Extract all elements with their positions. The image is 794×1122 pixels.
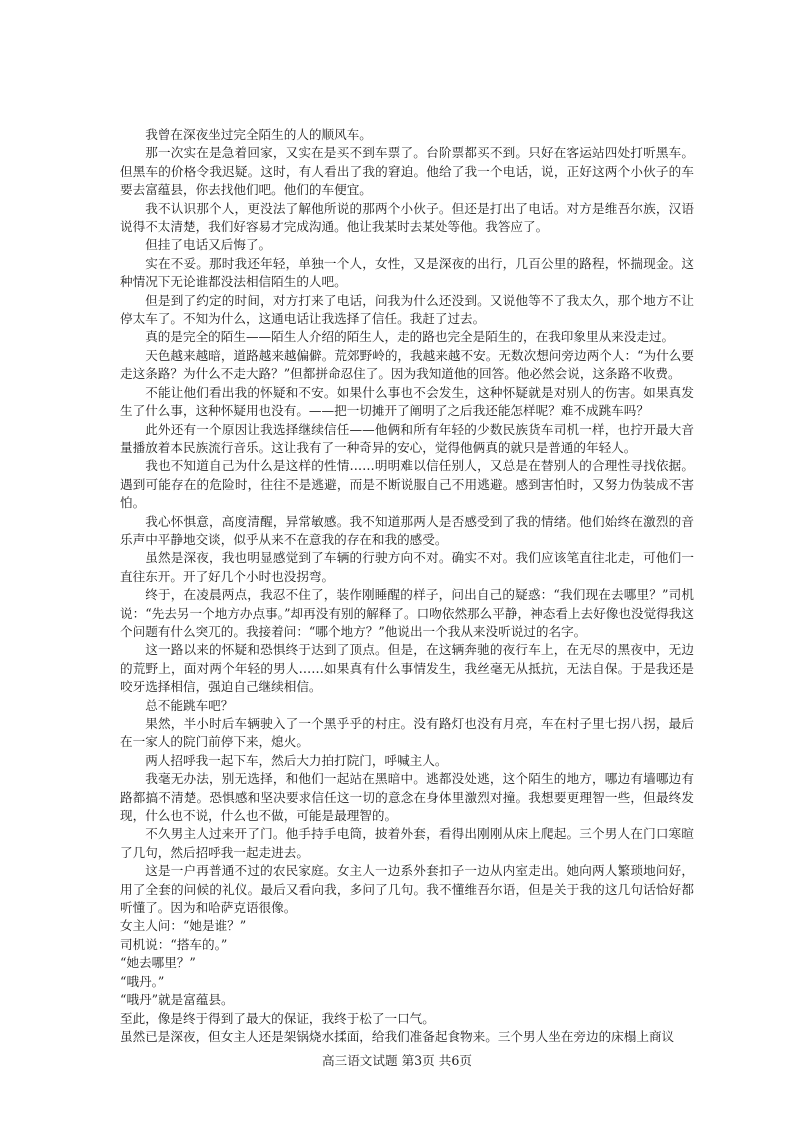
paragraph: 这是一户再普通不过的农民家庭。女主人一边系外套扣子一边从内室走出。她向两人繁琐地问好，用了全套的问候的礼仪。最后又看向我，多问了几句。我不懂维吾尔语，但是关于我的这几句话恰好都听懂了。因为和哈萨克语很像。 [120,863,694,916]
paragraph: “哦丹”就是富蕴县。 [120,992,234,1008]
paragraph: 这一路以来的怀疑和恐惧终于达到了顶点。但是，在这辆奔驰的夜行车上，在无尽的黑夜中，无边的荒野上，面对两个年轻的男人……如果真有什么事情发生，我丝毫无从抵抗，无法自保。于是我还是咬牙选择相信，强迫自己继续相信。 [120,642,694,695]
page-footer: 高三语文试题 第3页 共6页 [322,1053,472,1068]
paragraph: 不能让他们看出我的怀疑和不安。如果什么事也不会发生，这种怀疑就是对别人的伤害。如果真发生了什么事，这种怀疑用也没有。——把一切摊开了阐明了之后我还能怎样呢？难不成跳车吗？ [120,384,694,419]
paragraph: 我毫无办法，别无选择，和他们一起站在黑暗中。逃都没处逃，这个陌生的地方，哪边有墙哪边有路都搞不清楚。恐惧感和坚决要求信任这一切的意念在身体里激烈对撞。我想要更理智一些，但最终发现，什么也不说，什么也不做，可能是最理智的。 [120,771,694,824]
paragraph: 至此，像是终于得到了最大的保证，我终于松了一口气。 [120,1010,435,1026]
paragraph: 我曾在深夜坐过完全陌生的人的顺风车。 [145,127,372,142]
paragraph: 那一次实在是急着回家，又实在是买不到车票了。台阶票都买不到。只好在客运站四处打听黑车。但黑车的价格令我迟疑。这时，有人看出了我的窘迫。他给了我一个电话，说，正好这两个小伙子的车要去富蕴县，你去找他们吧。他们的车便宜。 [120,145,694,198]
paragraph: 我不认识那个人，更没法了解他所说的那两个小伙子。但还是打出了电话。对方是维吾尔族，汉语说得不太清楚，我们好容易才完成沟通。他让我某时去某处等他。我答应了。 [120,200,694,235]
paragraph: 虽然已是深夜，但女主人还是架锅烧水揉面，给我们准备起食物来。三个男人坐在旁边的床榻上商议 [120,1028,675,1044]
paragraph: “哦丹。” [120,973,165,989]
paragraph: 果然，半小时后车辆驶入了一个黑乎乎的村庄。没有路灯也没有月亮，车在村子里七拐八拐，最后在一家人的院门前停下来，熄火。 [120,716,694,750]
article-body [120,126,694,1046]
paragraph: 虽然是深夜，我也明显感觉到了车辆的行驶方向不对。确实不对。我们应该笔直往北走，可他们一直往东开。开了好几个小时也没拐弯。 [120,550,694,584]
paragraph: 真的是完全的陌生——陌生人介绍的陌生人，走的路也完全是陌生的，在我印象里从来没走过。 [145,329,675,345]
paragraph: 我心怀惧意，高度清醒，异常敏感。我不知道那两人是否感受到了我的情绪。他们始终在激烈的音乐声中平静地交谈，似乎从来不在意我的存在和我的感受。 [120,513,694,547]
paragraph: 此外还有一个原因让我选择继续信任——他俩和所有年轻的少数民族货车司机一样，也拧开最大音量播放着本民族流行音乐。这让我有了一种奇异的安心，觉得他俩真的就只是普通的年轻人。 [120,421,694,455]
paragraph: 女主人问：“她是谁？” [120,918,247,934]
paragraph: 终于，在凌晨两点，我忍不住了，装作刚睡醒的样子，问出自己的疑惑：“我们现在去哪里？”司机说：“先去另一个地方办点事。”却再没有别的解释了。口吻依然那么平静，神态看上去好像也没觉得我这个问题有什么突兀的。我接着问：“哪个地方？”他说出一个我从来没听说过的名字。 [120,587,694,639]
paragraph: 总不能跳车吧？ [145,697,234,713]
paragraph: 但是到了约定的时间，对方打来了电话，问我为什么还没到。又说他等不了我太久，那个地方不让停太车了。不知为什么，这通电话让我选择了信任。我赶了过去。 [120,292,694,327]
paragraph: 但挂了电话又后悔了。 [145,237,272,253]
paragraph: 实在不妥。那时我还年轻，单独一个人，女性，又是深夜的出行，几百公里的路程，怀揣现金。这种情况下无论谁都没法相信陌生的人吧。 [120,255,694,290]
paragraph: 不久男主人过来开了门。他手持手电筒，披着外套，看得出刚刚从床上爬起。三个男人在门口寒暄了几句，然后招呼我一起走进去。 [120,826,694,860]
paragraph: “她去哪里？” [120,955,196,971]
paragraph: 天色越来越暗，道路越来越偏僻。荒郊野岭的，我越来越不安。无数次想问旁边两个人：“为什么要走这条路？为什么不走大路？”但都拼命忍住了。因为我知道他的回答。他必然会说，这条路不收费。 [120,347,694,382]
paragraph: 两人招呼我一起下车，然后大力拍打院门，呼喊主人。 [145,752,448,768]
paragraph: 我也不知道自己为什么是这样的性情……明明难以信任别人，又总是在替别人的合理性寻找依据。遇到可能存在的危险时，往往不是逃避，而是不断说服自己不用逃避。感到害怕时，又努力伪装成不害怕。 [120,458,694,511]
paragraph: 司机说：“搭车的。” [120,936,228,952]
